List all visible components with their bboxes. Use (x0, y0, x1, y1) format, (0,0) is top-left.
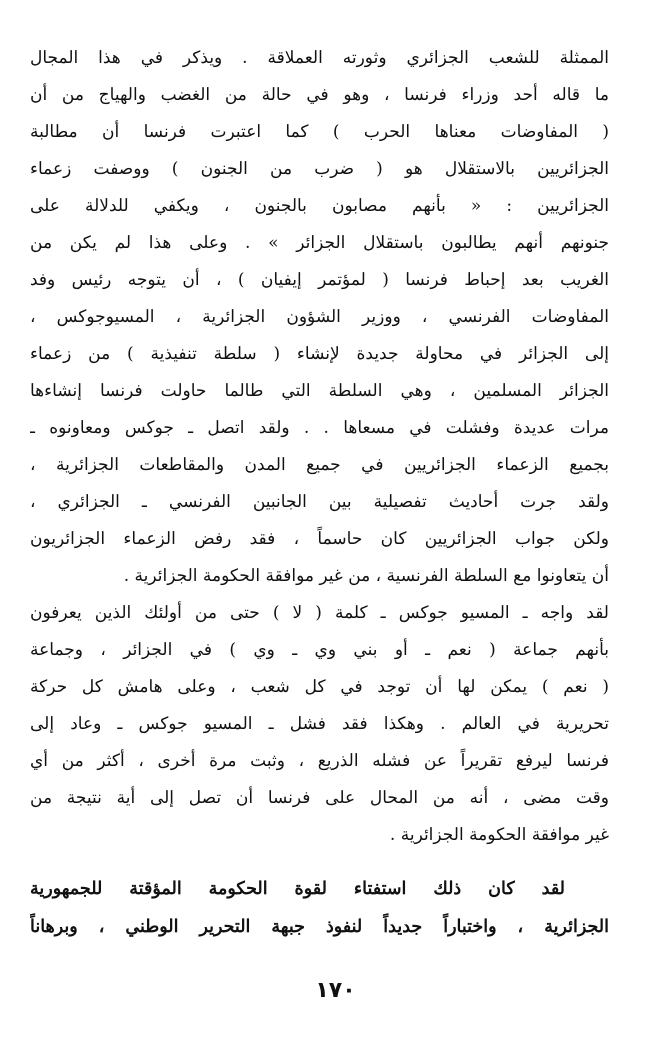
body-line: المفاوضات الفرنسي ، ووزير الشؤون الجزائرية ، المسيوجوكس ، (30, 307, 609, 327)
page-number: ١٧٠ (315, 978, 356, 1003)
body-line: ولكن جواب الجزائريين كان حاسماً ، فقد رفض الزعماء الجزائريون (30, 529, 609, 549)
body-line: غير موافقة الحكومة الجزائرية . (389, 825, 609, 845)
body-line: الجزائر المسلمين ، وهي السلطة التي طالما حاولت فرنسا إنشاءها (30, 381, 609, 401)
body-line: الجزائريين : « بأنهم مصابون بالجنون ، ويكفي للدلالة على (30, 196, 609, 216)
body-line: ( نعم ) يمكن لها أن توجد في كل شعب ، وعلى هامش كل حركة (30, 677, 609, 697)
body-line: الغريب بعد إحباط فرنسا ( لمؤتمر إيفيان ) ، أن يتوجه رئيس وفد (30, 270, 609, 290)
bold-paragraph (30, 870, 609, 946)
bold-line: الجزائرية ، واختباراً جديداً لنفوذ جبهة التحرير الوطني ، وبرهاناً (30, 917, 609, 937)
body-line: أن يتعاونوا مع السلطة الفرنسية ، من غير موافقة الحكومة الجزائرية . (123, 566, 609, 586)
body-line: وقت مضى ، أنه من المحال على فرنسا أن تصل إلى أية نتيجة من (30, 788, 609, 808)
body-line: مرات عديدة وفشلت في مسعاها . . ولقد اتصل ـ جوكس ومعاونوه ـ (30, 418, 609, 438)
body-line: لقد واجه ـ المسيو جوكس ـ كلمة ( لا ) حتى من أولئك الذين يعرفون (30, 603, 609, 623)
body-text (30, 40, 609, 854)
body-line: الجزائريين بالاستقلال هو ( ضرب من الجنون ) ووصفت زعماء (30, 159, 609, 179)
body-line: بجميع الزعماء الجزائريين في جميع المدن والمقاطعات الجزائرية ، (30, 455, 609, 475)
body-line: ما قاله أحد وزراء فرنسا ، وهو في حالة من الغضب والهياج من أن (30, 85, 609, 105)
body-line: جنونهم أنهم يطالبون باستقلال الجزائر » . وعلى هذا لم يكن من (30, 233, 609, 253)
body-line: إلى الجزائر في محاولة جديدة لإنشاء ( سلطة تنفيذية ) من زعماء (30, 344, 609, 364)
body-line: الممثلة للشعب الجزائري وثورته العملاقة . ويذكر في هذا المجال (30, 48, 609, 68)
body-line: ولقد جرت أحاديث تفصيلية بين الجانبين الفرنسي ـ الجزائري ، (30, 492, 609, 512)
body-line: تحريرية في العالم . وهكذا فقد فشل ـ المسيو جوكس ـ وعاد إلى (30, 714, 609, 734)
body-line: ( المفاوضات معناها الحرب ) كما اعتبرت فرنسا أن مطالبة (30, 122, 609, 142)
body-line: بأنهم جماعة ( نعم ـ أو بني وي ـ وي ) في الجزائر ، وجماعة (30, 640, 609, 660)
bold-line: لقد كان ذلك استفتاء لقوة الحكومة المؤقتة للجمهورية (30, 879, 565, 899)
body-line: فرنسا ليرفع تقريراً عن فشله الذريع ، وثبت مرة أخرى ، أكثر من أي (30, 751, 609, 771)
